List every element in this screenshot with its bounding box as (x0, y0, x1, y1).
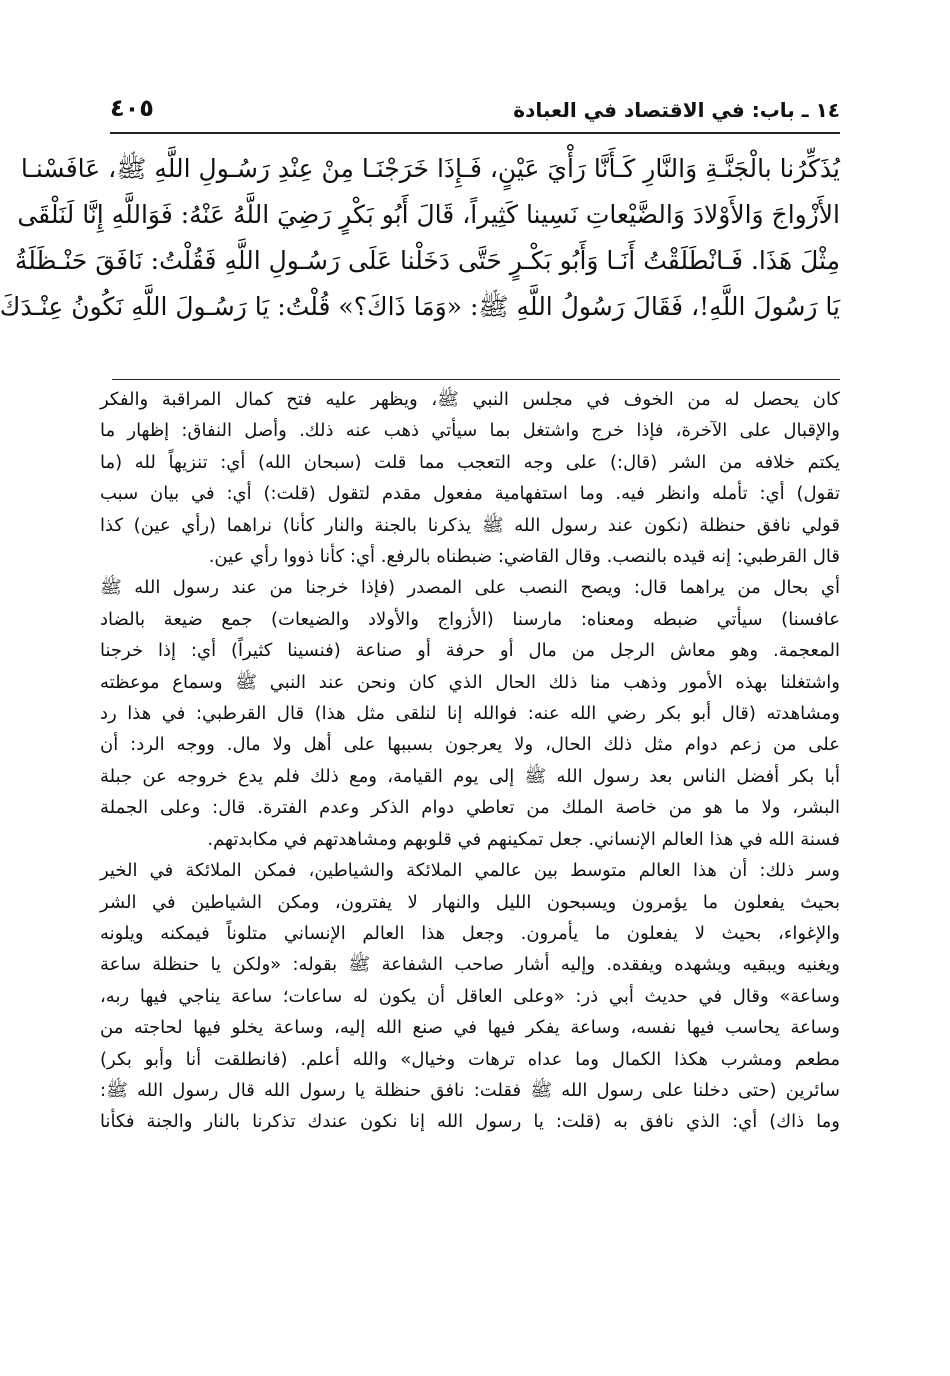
commentary-line: مطعم ومشرب هكذا الكمال وما عداه ترهات وخيال» والله أعلم. (فانطلقت أنا وأبو بكر) (100, 1048, 840, 1070)
commentary-line: ومشاهدته (قال أبو بكر رضي الله عنه: فوالله إنا لنلقى مثل هذا) قال القرطبي: في هذا رد (100, 703, 840, 725)
commentary-line: قال القرطبي: إنه قيده بالنصب. وقال القاضي: ضبطناه بالرفع. أي: كأنا ذووا رأي عين. (208, 546, 840, 568)
commentary-line: ويغنيه ويبقيه ويشهده ويفقده. وإليه أشار صاحب الشفاعة ﷺ بقوله: «ولكن يا حنظلة ساعة (100, 954, 840, 976)
commentary-line: والإقبال على الآخرة، فإذا خرج واشتغل بما سيأتي ذهب عنه ذلك. وأصل النفاق: إظهار ما (100, 420, 840, 442)
commentary-line: أي بحال من يراهما قال: ويصح النصب على المصدر (فإذا خرجنا من عند رسول الله ﷺ (100, 577, 840, 599)
commentary-line: وما ذاك) أي: الذي نافق به (قلت: يا رسول الله إنا نكون عندك تذكرنا بالنار والجنة فكأنا (100, 1111, 840, 1133)
commentary-line: تقول) أي: تأمله وانظر فيه. وما استفهامية مفعول مقدم لتقول (قلت:) أي: في بيان سبب (100, 483, 840, 505)
commentary-line: واشتغلنا بهذه الأمور وذهب منا ذلك الحال الذي كان ونحن عند النبي ﷺ وسماع موعظته (100, 671, 840, 693)
page-number: ٤٠٥ (110, 94, 154, 122)
commentary-line: قولي نافق حنظلة (نكون عند رسول الله ﷺ يذكرنا بالجنة والنار كأنا) نراهما (رأي عين) كذا (100, 514, 840, 536)
commentary-line: يكتم خلافه من الشر (قال:) على وجه التعجب مما قلت (سبحان الله) أي: تنزيهاً لله (ما (100, 451, 840, 473)
commentary-line: عافسنا) سيأتي ضبطه ومعناه: مارسنا (الأزواج والأولاد والضيعات) جمع ضيعة بالضاد (100, 608, 840, 630)
commentary-line: البشر، ولا ما هو من خاصة الملك من تعاطي دوام الذكر وعدم الفترة. قال: وعلى الجملة (100, 797, 840, 819)
hadith-line: الأَزْواجَ وَالأَوْلادَ وَالضَّيْعاتِ نَسِينا كَثِيراً، قَالَ أَبُو بَكْرٍ رَضِيَ اللَّهُ عَنْهُ: فَوَاللَّهِ إِنَّا لَنَلْقَى (17, 200, 840, 229)
commentary-text (100, 384, 840, 1138)
commentary-line: أبا بكر أفضل الناس بعد رسول الله ﷺ إلى يوم القيامة، ومع ذلك فلم يدع خروجه عن جبلة (100, 765, 840, 787)
commentary-line: بحيث يفعلون ما يؤمرون ويسبحون الليل والنهار لا يفترون، ومكن الشياطين في الشر (100, 891, 840, 913)
commentary-line: وساعة» وقال في حديث أبي ذر: «وعلى العاقل أن يكون له ساعات؛ ساعة يناجي فيها ربه، (100, 985, 840, 1007)
page-header (110, 96, 840, 134)
hadith-text (0, 146, 840, 330)
commentary-line: المعجمة. وهو معاش الرجل من مال أو حرفة أو صناعة (فنسينا كثيراً) أي: إذا خرجنا (100, 640, 840, 662)
hadith-line: يُذَكِّرُنا بالْجَنَّـةِ وَالنَّارِ كَـأَنَّا رَأْيَ عَيْنٍ، فَـإِذَا خَرَجْنَـا مِنْ عِنْدِ رَسُـولِ اللَّهِ ﷺ، عَافَسْنـا (20, 154, 840, 183)
commentary-line: على من زعم دوام مثل ذلك الحال، ولا يعرجون بسببها على أهل ولا مال. ووجه الرد: أن (100, 734, 840, 756)
hadith-line: مِثْلَ هَذَا. فَـانْطَلَقْتُ أَنَـا وَأَبُو بَكْـرٍ حَتَّى دَخَلْنا عَلَى رَسُـولِ اللَّهِ فَقُلْتُ: نَافَقَ حَنْـظَلَةُ (14, 246, 840, 275)
commentary-line: والإغواء، بحيث لا يفعلون ما يأمرون. وجعل هذا العالم الإنساني متلوناً فيمكنه ويلونه (100, 922, 840, 944)
commentary-line: فسنة الله في هذا العالم الإنساني. جعل تمكينهم في قلوبهم ومشاهدتهم في مكابدتهم. (207, 828, 840, 850)
commentary-line: وسر ذلك: أن هذا العالم متوسط بين عالمي الملائكة والشياطين، فمكن الملائكة في الخير (100, 860, 840, 882)
chapter-title: ١٤ ـ باب: في الاقتصاد في العبادة (513, 98, 840, 122)
hadith-line: يَا رَسُولَ اللَّهِ!، فَقَالَ رَسُولُ اللَّهِ ﷺ: «وَمَا ذَاكَ؟» قُلْتُ: يَا رَسُـولَ اللَّهِ نَكُونُ عِنْـدَكَ (0, 292, 840, 321)
commentary-line: وساعة يحاسب فيها نفسه، وساعة يفكر فيها في صنع الله إليه، وساعة يخلو فيها لحاجته من (100, 1017, 840, 1039)
footnote-divider (112, 379, 840, 380)
commentary-line: كان يحصل له من الخوف في مجلس النبي ﷺ، ويظهر عليه فتح كمال المراقبة والفكر (100, 389, 840, 410)
commentary-line: سائرين (حتى دخلنا على رسول الله ﷺ فقلت: نافق حنظلة يا رسول الله قال رسول الله ﷺ: (100, 1079, 840, 1101)
